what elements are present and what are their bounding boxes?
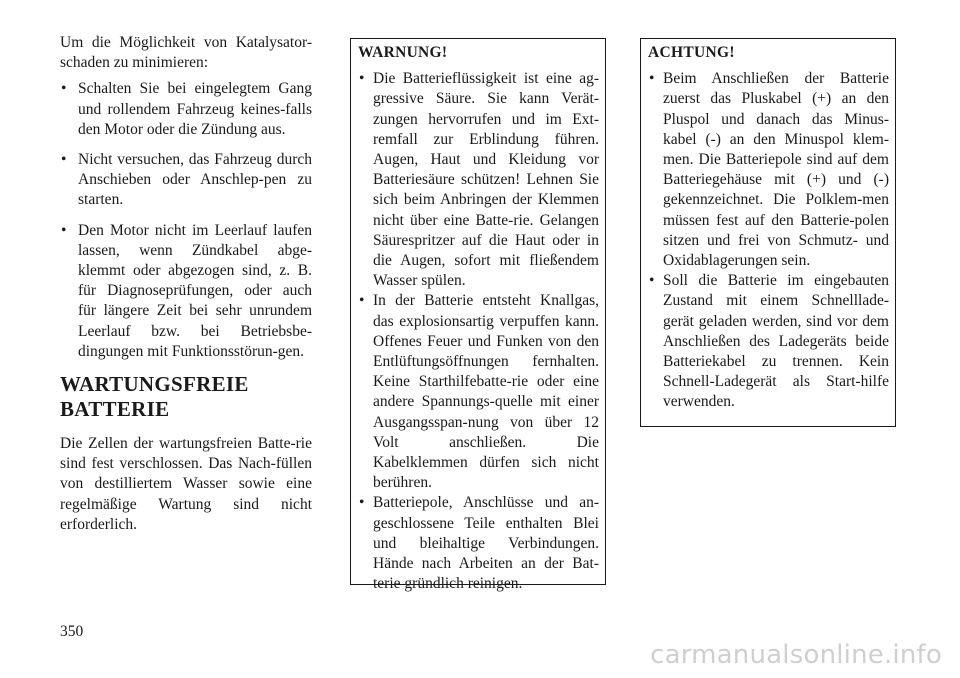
bullet-icon: • (61, 221, 67, 239)
bullet-icon: • (61, 80, 67, 98)
list-item-text: Nicht versuchen, das Fahrzeug durch Anschieben oder Anschlep-pen zu starten. (78, 151, 312, 209)
list-item-text: In der Batterie entsteht Knallgas, das explosionsartig verpuffen kann. Offenes Feuer und Funken von den Entlüftungsöffnungen fernhalten. Keine Starthilfebatte-rie oder eine andere Spannungs-quelle mit einer Ausgangsspan-nung von über 12 Volt anschließen. Die Kabelklemmen dürfen sich nicht berühren. (373, 292, 599, 492)
main-column (60, 33, 312, 535)
battery-paragraph: Die Zellen der wartungsfreien Batte-rie sind fest verschlossen. Das Nach-füllen von destilliertem Wasser sowie eine regelmäßige Wartung sind nicht erforderlich. (60, 435, 312, 533)
list-item (60, 221, 312, 362)
list-item-text: Beim Anschließen der Batterie zuerst das Pluskabel (+) an den Pluspol und danach das Minus-kabel (-) an den Minuspol klem-men. Die Batteriepole sind auf dem Batteriegehäuse mit (+) und (-) gekennzeichnet. Die Polklem-men müssen fest auf den Batterie-polen sitzen und frei von Schmutz- und Oxidablagerungen sein. (663, 70, 889, 270)
section-heading-line2: BATTERIE (60, 397, 170, 422)
bullet-icon: • (649, 70, 655, 88)
caution-list (648, 69, 889, 412)
list-item (648, 69, 889, 271)
list-item (60, 79, 312, 140)
list-item-text: Soll die Batterie im eingebauten Zustand mit einem Schnelllade-gerät geladen werden, sind vor dem Anschließen des Ladegeräts beide Batteriekabel zu trennen. Kein Schnell-Ladegerät als Start-hilfe verwenden. (663, 272, 889, 411)
list-item-text: Batteriepole, Anschlüsse und an-geschlossene Teile enthalten Blei und bleihaltige Verbindungen. Hände nach Arbeiten an der Bat-terie gründlich reinigen. (373, 494, 599, 593)
warning-list (358, 69, 599, 594)
caution-title: ACHTUNG! (648, 44, 735, 61)
list-item (60, 150, 312, 211)
catalyst-tips-list (60, 79, 312, 362)
intro-text: Um die Möglichkeit von Katalysator-schaden zu minimieren: (60, 34, 312, 72)
section-heading (60, 372, 312, 422)
warning-title: WARNUNG! (358, 44, 448, 61)
warning-box (350, 38, 606, 593)
list-item-text: Schalten Sie bei eingelegtem Gang und rollendem Fahrzeug keines-falls den Motor oder die Zündung aus. (78, 80, 312, 138)
watermark: carmanualsonline.info (650, 640, 942, 670)
list-item (358, 493, 599, 594)
list-item (358, 69, 599, 291)
list-item (648, 271, 889, 412)
bullet-icon: • (649, 272, 655, 290)
caution-box (640, 38, 896, 427)
list-item (358, 291, 599, 493)
bullet-icon: • (359, 292, 365, 310)
bullet-icon: • (61, 151, 67, 169)
page-number: 350 (60, 623, 84, 640)
list-item-text: Den Motor nicht im Leerlauf laufen lassen, wenn Zündkabel abge-klemmt oder abgezogen sind, z. B. für Diagnoseprüfungen, oder auch für längere Zeit bei sehr unrundem Leerlauf bzw. bei Betriebsbe-dingungen mit Funktionsstörun-gen. (78, 221, 312, 360)
list-item-text: Die Batterieflüssigkeit ist eine ag-gressive Säure. Sie kann Verät-zungen hervorrufen und im Ext-remfall zur Erblindung führen. Augen, Haut und Kleidung vor Batteriesäure schützen! Lehnen Sie sich beim Anbringen der Klemmen nicht über eine Batte-rie. Gelangen Säurespritzer auf die Haut oder in die Augen, sofort mit fließendem Wasser spülen. (373, 70, 599, 290)
section-heading-line1: WARTUNGSFREIE (60, 372, 249, 397)
bullet-icon: • (359, 70, 365, 88)
bullet-icon: • (359, 494, 365, 512)
